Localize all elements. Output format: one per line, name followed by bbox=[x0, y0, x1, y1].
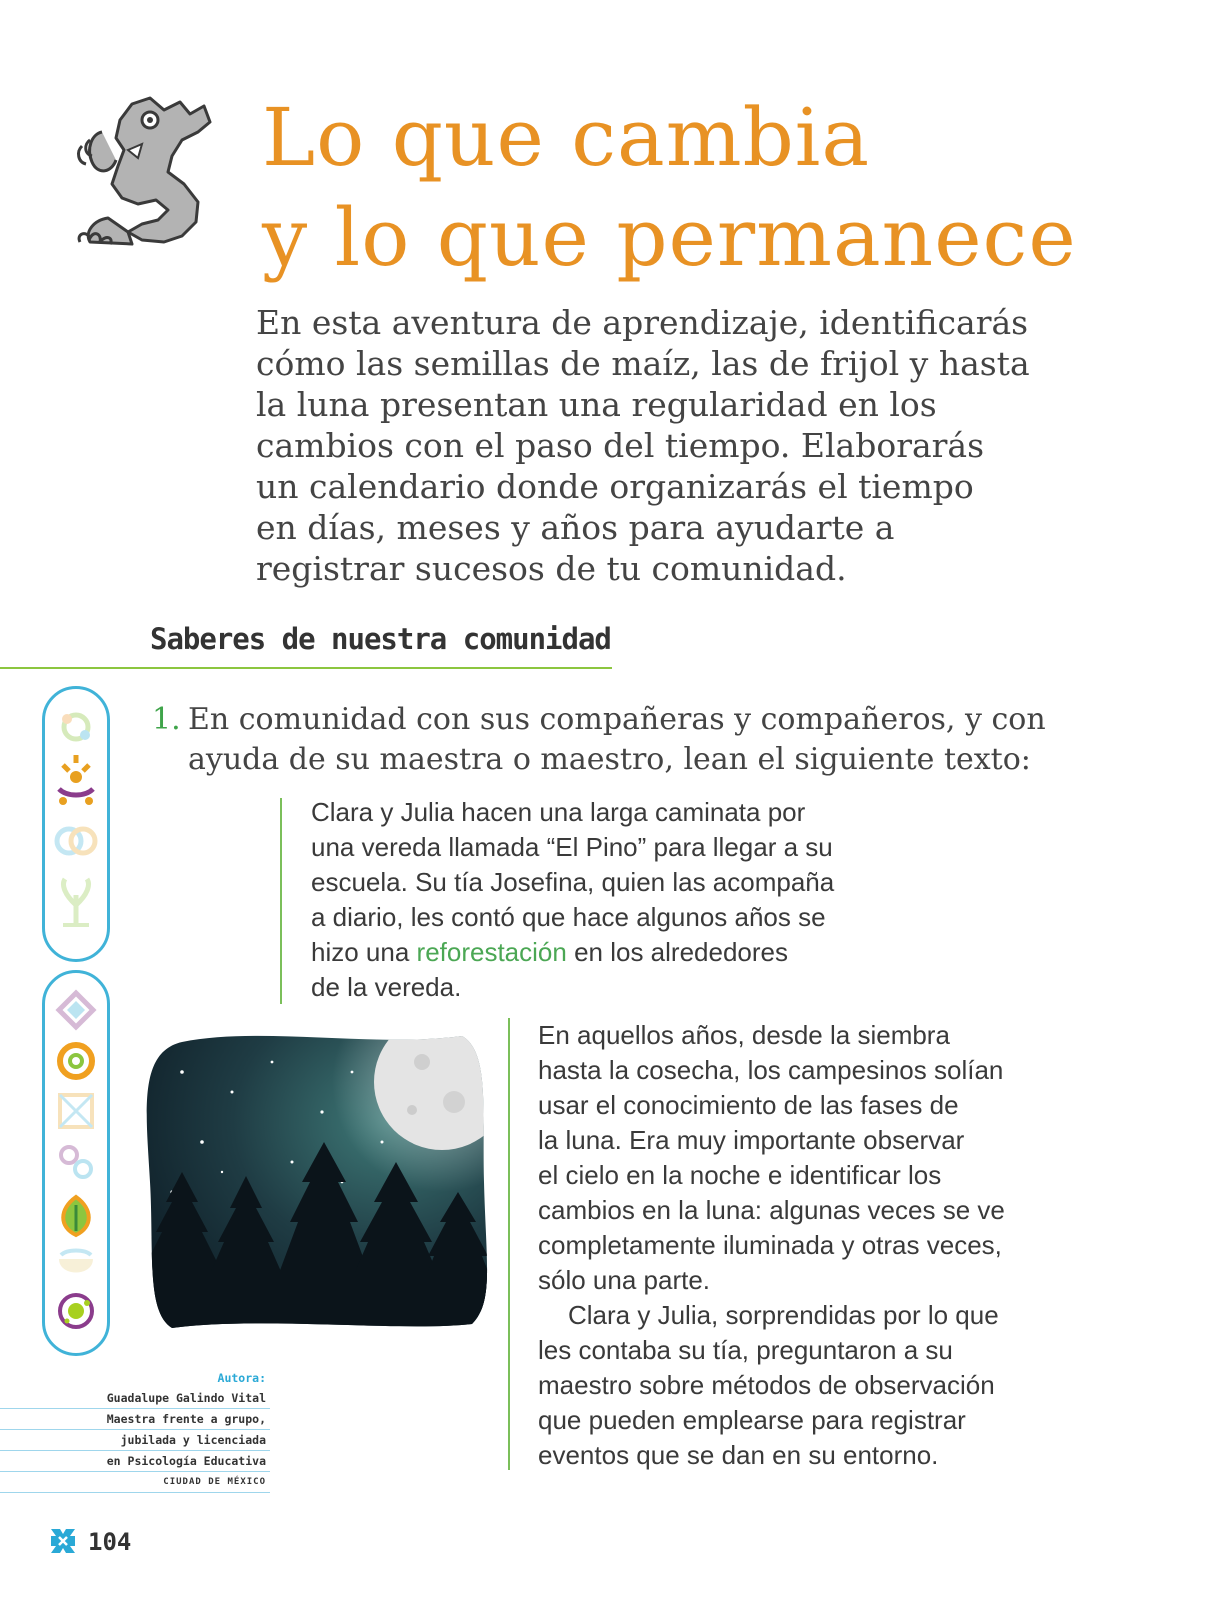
story-paragraph-1 bbox=[311, 795, 951, 1005]
section-divider bbox=[0, 667, 612, 669]
sun-figure-icon bbox=[59, 755, 93, 805]
credit-name: Guadalupe Galindo Vital bbox=[0, 1388, 270, 1409]
page-number: 104 bbox=[88, 1528, 132, 1556]
story-text: hizo una bbox=[311, 937, 417, 967]
diamond-icon bbox=[59, 993, 93, 1027]
story-line: a diario, les contó que hace algunos años se bbox=[311, 902, 826, 932]
intro-paragraph bbox=[256, 302, 1076, 589]
intro-line: en días, meses y años para ayudarte a bbox=[256, 508, 895, 547]
icon-strip-bottom bbox=[42, 970, 110, 1356]
story-line: completamente iluminada y otras veces, bbox=[538, 1230, 1002, 1260]
story-line: sólo una parte. bbox=[538, 1265, 711, 1295]
interlace-icon bbox=[57, 829, 95, 853]
story-line: hasta la cosecha, los campesinos solían bbox=[538, 1055, 1004, 1085]
cross-tile-icon bbox=[60, 1095, 92, 1127]
story-line: cambios en la luna: algunas veces se ve bbox=[538, 1195, 1005, 1225]
credit-city: CIUDAD DE MÉXICO bbox=[0, 1472, 270, 1493]
quote-bar bbox=[508, 1018, 510, 1470]
glossary-term: reforestación bbox=[416, 937, 567, 967]
story-line: el cielo en la noche e identificar los bbox=[538, 1160, 942, 1190]
intro-line: cambios con el paso del tiempo. Elaborarás bbox=[256, 426, 985, 465]
splash-icon bbox=[60, 1295, 92, 1327]
story-line: les contaba su tía, preguntaron a su bbox=[538, 1335, 953, 1365]
story-line: de la vereda. bbox=[311, 972, 462, 1002]
story-text: en los alrededores bbox=[566, 937, 788, 967]
story-line: eventos que se dan en su entorno. bbox=[538, 1440, 939, 1470]
bowl-icon bbox=[59, 1251, 93, 1273]
story-line: que pueden emplearse para registrar bbox=[538, 1405, 966, 1435]
credit-role: Autora: bbox=[217, 1371, 266, 1385]
activity-instruction bbox=[188, 700, 1068, 780]
icon-strip-top bbox=[42, 686, 110, 962]
spiral-icon bbox=[60, 1045, 92, 1077]
intro-line: En esta aventura de aprendizaje, identificarás bbox=[256, 303, 1029, 342]
story-line: una vereda llamada “El Pino” para llegar a su bbox=[311, 832, 833, 862]
story-line: maestro sobre métodos de observación bbox=[538, 1370, 995, 1400]
title-line-1: Lo que cambia bbox=[262, 91, 871, 184]
intro-line: la luna presentan una regularidad en los bbox=[256, 385, 937, 424]
story-paragraph-2 bbox=[538, 1018, 1108, 1473]
story-line: En aquellos años, desde la siembra bbox=[538, 1020, 950, 1050]
link-icon bbox=[61, 1147, 91, 1177]
activity-line: ayuda de su maestra o maestro, lean el siguiente texto: bbox=[188, 742, 1031, 777]
credit-line: Maestra frente a grupo, bbox=[0, 1409, 270, 1430]
story-line bbox=[311, 935, 951, 970]
story-line: Clara y Julia, sorprendidas por lo que bbox=[568, 1300, 999, 1330]
quote-bar bbox=[280, 798, 282, 1004]
sprout-icon bbox=[63, 879, 89, 925]
book-logo-icon bbox=[48, 1526, 78, 1556]
mascot-creature-icon bbox=[72, 92, 222, 252]
story-line: la luna. Era muy importante observar bbox=[538, 1125, 965, 1155]
story-line: escuela. Su tía Josefina, quien las acompaña bbox=[311, 867, 835, 897]
story-line: usar el conocimiento de las fases de bbox=[538, 1090, 959, 1120]
credit-line: jubilada y licenciada bbox=[0, 1430, 270, 1451]
activity-line: En comunidad con sus compañeras y compañeros, y con bbox=[188, 702, 1046, 737]
activity-number: 1. bbox=[152, 702, 181, 737]
knot-icon bbox=[62, 714, 90, 740]
leaf-icon bbox=[63, 1197, 89, 1235]
intro-line: un calendario donde organizarás el tiempo bbox=[256, 467, 974, 506]
page-title bbox=[262, 88, 1077, 288]
title-line-2: y lo que permanece bbox=[262, 191, 1077, 284]
intro-line: registrar sucesos de tu comunidad. bbox=[256, 549, 847, 588]
credit-line: en Psicología Educativa bbox=[0, 1451, 270, 1472]
night-forest-moon-illustration bbox=[142, 1032, 492, 1332]
section-title: Saberes de nuestra comunidad bbox=[150, 622, 611, 656]
story-line: Clara y Julia hacen una larga caminata por bbox=[311, 797, 806, 827]
intro-line: cómo las semillas de maíz, las de frijol y hasta bbox=[256, 344, 1030, 383]
author-credits bbox=[0, 1368, 270, 1493]
